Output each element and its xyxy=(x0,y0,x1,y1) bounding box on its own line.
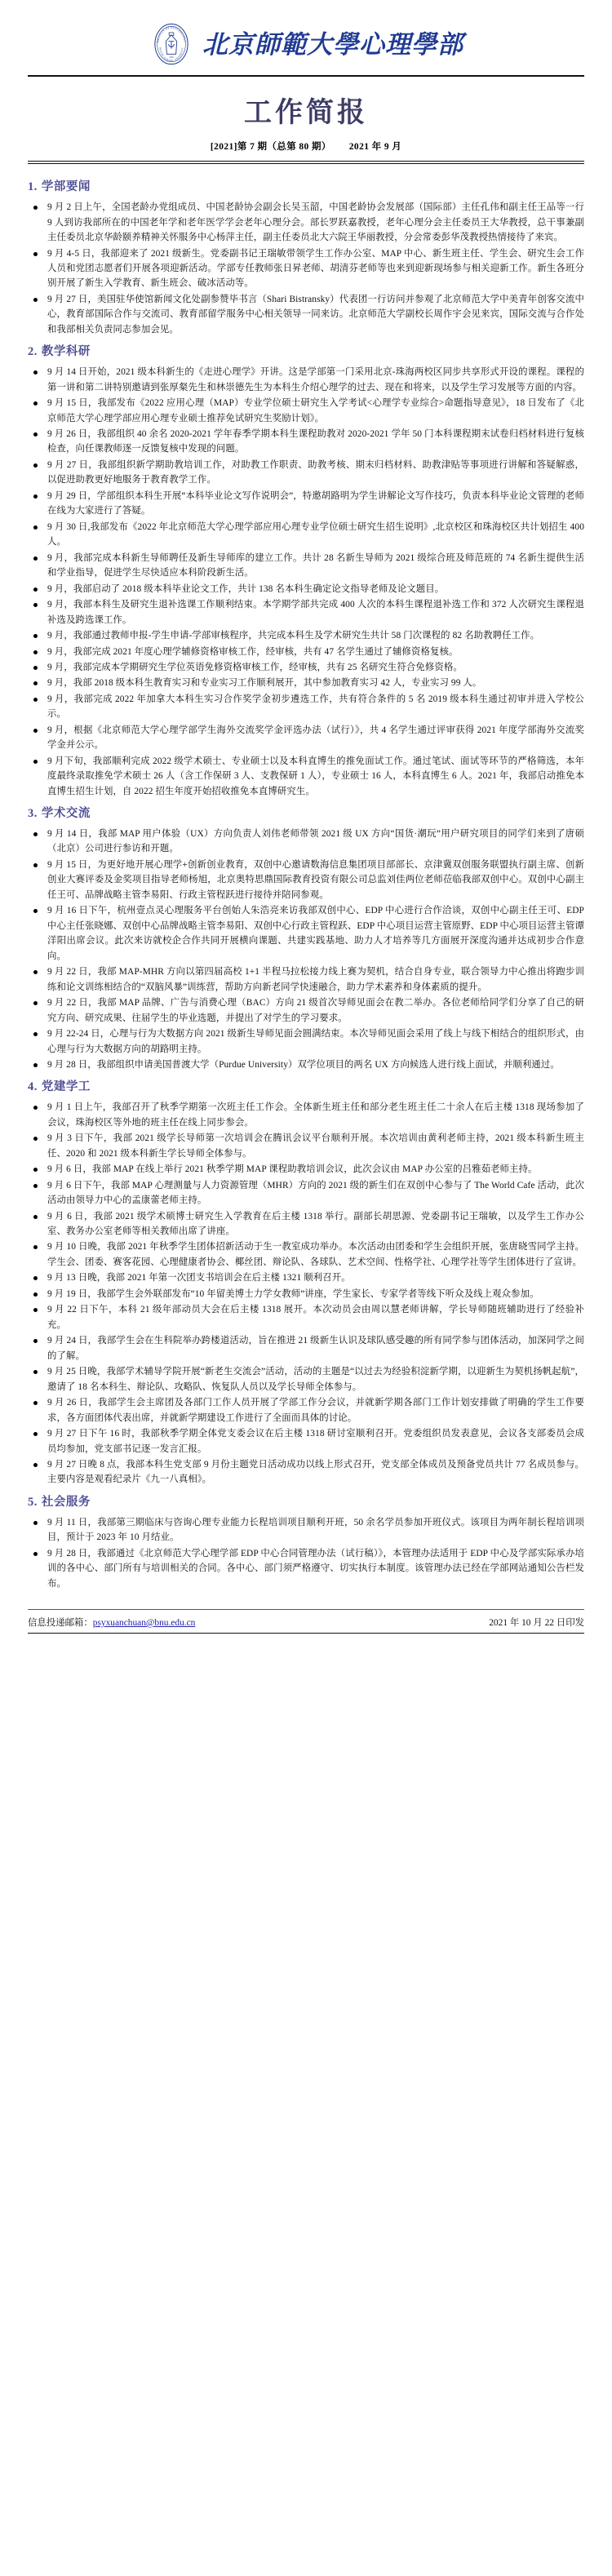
footer-mail-label: 信息投递邮箱： xyxy=(28,1618,93,1629)
section-item-list xyxy=(28,827,584,1073)
footer-print-date: 2021 年 10 月 22 日印发 xyxy=(489,1618,584,1629)
section-heading xyxy=(28,179,584,197)
issue-date: 2021 年 9 月 xyxy=(348,142,402,153)
list-item: 9 月，我部完成 2022 年加拿大本科生实习合作奖学金初步遴选工作，共有符合条件的 5 名 2019 级本科生通过初审并进入学校公示。 xyxy=(28,692,584,722)
section-heading xyxy=(28,344,584,361)
section-jiaoxuekeyan xyxy=(28,344,584,799)
section-label: 社会服务 xyxy=(41,1495,91,1509)
footer-mail-link[interactable]: psyxuanchuan@bnu.edu.cn xyxy=(92,1618,196,1629)
footer-row xyxy=(28,1610,584,1633)
list-item: 9 月 22 日，我部 MAP-MHR 方向以第四届高校 1+1 半程马拉松接力线上赛为契机，结合自身专业，联合领导力中心推出将跑步训练和论文训练相结合的“双脑风暴”训练营，帮助方向新老同学快速融合，助力学术素养和身体素质的提升。 xyxy=(28,964,584,995)
list-item: 9 月 19 日，我部学生会外联部发布“10 年留美博士力学女教师”讲座，学生家长、专家学者等线下听众及线上观众参加。 xyxy=(28,1287,584,1301)
section-label: 教学科研 xyxy=(41,345,91,359)
list-item: 9 月 16 日下午，杭州壹点灵心理服务平台创始人朱浩亮来访我部双创中心、EDP 中心进行合作洽谈，双创中心副主任王可、EDP 中心主任张晓娜、双创中心品牌战略主管李易阳、双创中心行政主管程跃、EDP 中心项目运营主管原野、EDP 中心项目运营主管谭洋阳出席会议。此次来访就校企合作共同开展横向课题、共建实践基地、助力人才培养等几方面展开深度沟通并达成初步合作意向。 xyxy=(28,903,584,964)
list-item: 9 月 1 日上午，我部召开了秋季学期第一次班主任工作会。全体新生班主任和部分老生班主任二十余人在后主楼 1318 现场参加了会议，珠海校区等外地的班主任在线上同步参会。 xyxy=(28,1100,584,1130)
list-item: 9 月 14 日开始，2021 级本科新生的《走进心理学》开讲。这是学部第一门采用北京-珠海两校区同步共享形式开设的课程。课程的第一讲和第二讲特别邀请到张厚粲先生和林崇德先生为本科生介绍心理学的过去、现在和将来，以及学生学习发展等方面的内容。 xyxy=(28,365,584,395)
section-heading xyxy=(28,1079,584,1097)
section-xueshujiaoliu xyxy=(28,805,584,1072)
masthead xyxy=(0,0,612,70)
list-item: 9 月 30 日,我部发布《2022 年北京师范大学心理学部应用心理专业学位硕士研究生招生说明》,北京校区和珠海校区共计划招生 400 人。 xyxy=(28,520,584,550)
issue-number: [2021]第 7 期（总第 80 期） xyxy=(210,142,331,153)
header-divider-thick xyxy=(28,161,584,162)
section-heading xyxy=(28,1494,584,1512)
list-item: 9 月，我部 2018 级本科生教育实习和专业实习工作顺利展开，其中参加教育实习 42 人，专业实习 99 人。 xyxy=(28,676,584,690)
list-item: 9 月 6 日下午，我部 MAP 心理测量与人力资源管理（MHR）方向的 2021 级的新生们在双创中心参与了 The World Cafe 活动，此次活动由领导力中心的孟康蕾老师主持。 xyxy=(28,1178,584,1208)
list-item: 9 月，根据《北京师范大学心理学部学生海外交流奖学金评选办法（试行）》，共 4 名学生通过评审获得 2021 年度学部海外交流奖学金并公示。 xyxy=(28,723,584,753)
list-item: 9 月 6 日，我部 MAP 在线上举行 2021 秋季学期 MAP 课程助教培训会议，此次会议由 MAP 办公室的吕雅茹老师主持。 xyxy=(28,1162,584,1177)
list-item: 9 月 27 日，美国驻华使馆新闻文化处副参赞毕书言（Shari Bistransky）代表团一行访问并参观了北京师范大学中美青年创客交流中心，教育部国际合作与交流司、教育部留学服务中心相关领导一同来访。北京师范大学副校长周作宇会见来宾，国际交流与合作处和我部相关负责同志参加会见。 xyxy=(28,292,584,337)
section-xuebuyaowen xyxy=(28,179,584,337)
list-item: 9 月 29 日，学部组织本科生开展“本科毕业论文写作说明会”，特邀胡路明为学生讲解论文写作技巧，负责本科毕业论文管理的老师在线为大家进行了答疑。 xyxy=(28,489,584,519)
section-number: 4. xyxy=(28,1080,38,1094)
list-item: 9 月 3 日下午，我部 2021 级学长导师第一次培训会在腾讯会议平台顺利开展。本次培训由黄利老师主持，2021 级本科新生班主任、2020 和 2021 级本科新生学长导师全体参与。 xyxy=(28,1131,584,1161)
section-dangjianxuegong xyxy=(28,1079,584,1487)
list-item: 9 月，我部启动了 2018 级本科毕业论文工作，共计 138 名本科生确定论文指导老师及论文题目。 xyxy=(28,582,584,596)
list-item: 9 月 26 日，我部组织 40 余名 2020-2021 学年春季学期本科生课程助教对 2020-2021 学年 50 门本科课程期末试卷归档材料进行复核检查，向任课教师逐一反馈复核中发现的问题。 xyxy=(28,427,584,457)
list-item: 9 月，我部完成 2021 年度心理学辅修资格审核工作，经审核，共有 47 名学生通过了辅修资格复核。 xyxy=(28,645,584,659)
section-number: 2. xyxy=(28,345,38,359)
list-item: 9 月 6 日，我部 2021 级学术硕博士研究生入学教育在后主楼 1318 举行。副部长胡思源、党委副书记王瑞敏，以及学生工作办公室、教务办公室老师等相关教师出席了讲座。 xyxy=(28,1209,584,1239)
list-item: 9 月 14 日，我部 MAP 用户体验（UX）方向负责人刘伟老师带领 2021 级 UX 方向“国货·潮玩”用户研究项目的同学们来到了唐硕（北京）公司进行参访和开题。 xyxy=(28,827,584,857)
section-heading xyxy=(28,805,584,823)
footer xyxy=(28,1609,584,1634)
section-label: 学术交流 xyxy=(41,807,91,821)
section-item-list xyxy=(28,365,584,799)
section-number: 1. xyxy=(28,180,38,194)
list-item: 9 月，我部完成本学期研究生学位英语免修资格审核工作，经审核，共有 25 名研究生符合免修资格。 xyxy=(28,660,584,675)
list-item: 9 月，我部完成本科新生导师聘任及新生导师库的建立工作。共计 28 名新生导师为 2021 级综合班及师范班的 74 名新生提供生活和学业指导，促进学生尽快适应本科阶段新生活。 xyxy=(28,551,584,581)
issue-line xyxy=(0,140,612,153)
list-item: 9 月 15 日，为更好地开展心理学+创新创业教育，双创中心邀请数海信息集团项目部部长、京津冀双创服务联盟执行副主席、创新创业大赛评委及金奖项目指导老师杨旭，北京奥特思鼎国际教育投资有限公司总监刘佳两位老师莅临我部双创中心。双创中心副主任王可、品牌战略主管李易阳、行政主管程跃进行接待并陪同参观。 xyxy=(28,858,584,902)
list-item: 9 月 26 日，我部学生会主席团及各部门工作人员开展了学部工作分会议，并就新学期各部门工作计划安排做了明确的学生工作要求，各方面团体代表出席，并就新学期建设工作进行了全面而具体的讨论。 xyxy=(28,1395,584,1425)
section-label: 党建学工 xyxy=(41,1080,91,1094)
list-item: 9 月 28 日，我部组织申请美国普渡大学（Purdue University）双学位项目的两名 UX 方向候选人进行线上面试，并顺利通过。 xyxy=(28,1057,584,1072)
list-item: 9 月，我部本科生及研究生退补选课工作顺利结束。本学期学部共完成 400 人次的本科生课程退补选工作和 372 人次研究生课程退补选及跨选课工作。 xyxy=(28,597,584,627)
list-item: 9 月 22 日下午，本科 21 级年部动员大会在后主楼 1318 展开。本次动员会由周以慧老师讲解，学长导师随班辅助进行了经验补充。 xyxy=(28,1302,584,1332)
list-item: 9 月 27 日晚 8 点，我部本科生党支部 9 月份主题党日活动成功以线上形式召开，党支部全体成员及预备党员共计 77 名成员参与。主要内容是观看纪录片《九一八真相》。 xyxy=(28,1457,584,1488)
content-body xyxy=(0,164,612,1591)
svg-text:1902: 1902 xyxy=(169,55,174,59)
footer-divider-thick xyxy=(28,1633,584,1634)
list-item: 9 月 2 日上午，全国老龄办党组成员、中国老龄协会副会长吴玉韶，中国老龄协会发展部（国际部）主任孔伟和副主任王品等一行 9 人到访我部所在的中国老年学和老年医学学会老年心理分会。部长罗跃嘉教授，老年心理分会主任委员王大华教授，总干事兼副主任委员北京华龄颐养精神关怀服务中心杨萍主任，副主任委员北大六院王华丽教授，分会常委彭华茂教授热情接待了来宾。 xyxy=(28,200,584,245)
list-item: 9 月 27 日下午 16 时，我部秋季学期全体党支委会议在后主楼 1318 研讨室顺利召开。党委组织员发表意见，会议各支部委员会成员均参加，党支部书记逐一发言汇报。 xyxy=(28,1426,584,1456)
list-item: 9 月 28 日，我部通过《北京师范大学心理学部 EDP 中心合同管理办法（试行稿）》，本管理办法适用于 EDP 中心及学部实际承办培训的各中心、部门所有与培训相关的合同。各中心、部门须严格遵守、切实执行本制度。该管理办法已经在学部网站通知公告栏发布。 xyxy=(28,1546,584,1591)
list-item: 9 月 13 日晚，我部 2021 年第一次团支书培训会在后主楼 1321 顺利召开。 xyxy=(28,1270,584,1285)
list-item: 9 月，我部通过教师申报-学生申请-学部审核程序，共完成本科生及学术研究生共计 58 门次课程的 82 名助教聘任工作。 xyxy=(28,628,584,643)
list-item: 9 月 15 日，我部发布《2022 应用心理（MAP）专业学位硕士研究生入学考试<心理学专业综合>命题指导意见》，18 日发布了《北京师范大学心理学部应用心理专业硕士推荐免试研究生奖励计划》。 xyxy=(28,396,584,426)
masthead-divider xyxy=(28,75,584,77)
page-title: 工作简报 xyxy=(244,98,368,128)
list-item: 9 月 27 日，我部组织新学期助教培训工作，对助教工作职责、助教考核、期末归档材料、助教津贴等事项进行讲解和答疑解惑，以促进助教更好地服务于教育教学工作。 xyxy=(28,458,584,488)
section-shehuifuwu xyxy=(28,1494,584,1591)
list-item: 9 月下旬，我部顺利完成 2022 级学术硕士、专业硕士以及本科直博生的推免面试工作。通过笔试、面试等环节的严格筛选，本年度最终录取推免学术硕士 26 人（含工作保研 3 人、支教保研 1 人），专业硕士 16 人，本科直博生 6 人。2021 年，我部启动推免本直博生招生计划，自 2022 招生年度开始招收推免本直博研究生。 xyxy=(28,754,584,799)
list-item: 9 月 24 日，我部学生会在生科院举办跨楼道活动，旨在推进 21 级新生认识及球队感受趣的所有同学参与团体活动，加深同学之间的了解。 xyxy=(28,1333,584,1363)
section-number: 3. xyxy=(28,807,38,821)
footer-mail-block xyxy=(28,1616,195,1629)
list-item: 9 月 11 日，我部第三期临床与咨询心理专业能力长程培训项目顺利开班，50 余名学员参加开班仪式。该项目为两年制长程培训项目，预计于 2023 年 10 月结业。 xyxy=(28,1515,584,1545)
section-item-list xyxy=(28,1100,584,1488)
organization-name: 北京師範大學心理學部 xyxy=(202,29,463,59)
list-item: 9 月 22-24 日，心理与行为大数据方向 2021 级新生导师见面会圆满结束。本次导师见面会采用了线上与线下相结合的组织形式，由心理与行为大数据方向的胡路明主持。 xyxy=(28,1026,584,1057)
section-number: 5. xyxy=(28,1495,38,1509)
svg-text:FACULTY OF PSYCHOLOGY: FACULTY OF PSYCHOLOGY xyxy=(156,25,187,43)
section-item-list xyxy=(28,200,584,337)
list-item: 9 月 10 日晚，我部 2021 年秋季学生团体招新活动于生一教室成功举办。本次活动由团委和学生会组织开展，张唐晓雪同学主持。学生会、团委、赛客花园、心理健康者协会、椰丝团、辩论队、各球队、艺术空间、性格学社、心理学社等学生团体进行了宣讲。 xyxy=(28,1239,584,1270)
list-item: 9 月 4-5 日，我部迎来了 2021 级新生。党委副书记王瑞敏带领学生工作办公室、MAP 中心、新生班主任、学生会、研究生会工作人员和党团志愿者们开展各项迎新活动。学部专任教师张日昇老师、胡清芬老师等也来到迎新现场参与相关迎新工作。新生各班分别开展了新生入学教育、新生班会、破冰活动等。 xyxy=(28,246,584,291)
svg-text:BEIJING NORMAL UNIVERSITY: BEIJING NORMAL UNIVERSITY xyxy=(158,47,184,63)
list-item: 9 月 25 日晚，我部学术辅导学院开展“新老生交流会”活动，活动的主题是“以过去为经验积淀新学期，以迎新生为契机扬帆起航”，邀请了 18 名本科生、辩论队、攻略队、恢复队人员以及学长导师全体参与。 xyxy=(28,1364,584,1394)
section-item-list xyxy=(28,1515,584,1591)
university-seal-icon xyxy=(149,21,194,67)
list-item: 9 月 22 日，我部 MAP 品牌、广告与消费心理（BAC）方向 21 级首次导师见面会在教二举办。各位老师给同学们分享了自己的研究方向、研究成果、往届学生的毕业选题，并提出了对学生的学习要求。 xyxy=(28,995,584,1026)
section-label: 学部要闻 xyxy=(41,180,91,194)
